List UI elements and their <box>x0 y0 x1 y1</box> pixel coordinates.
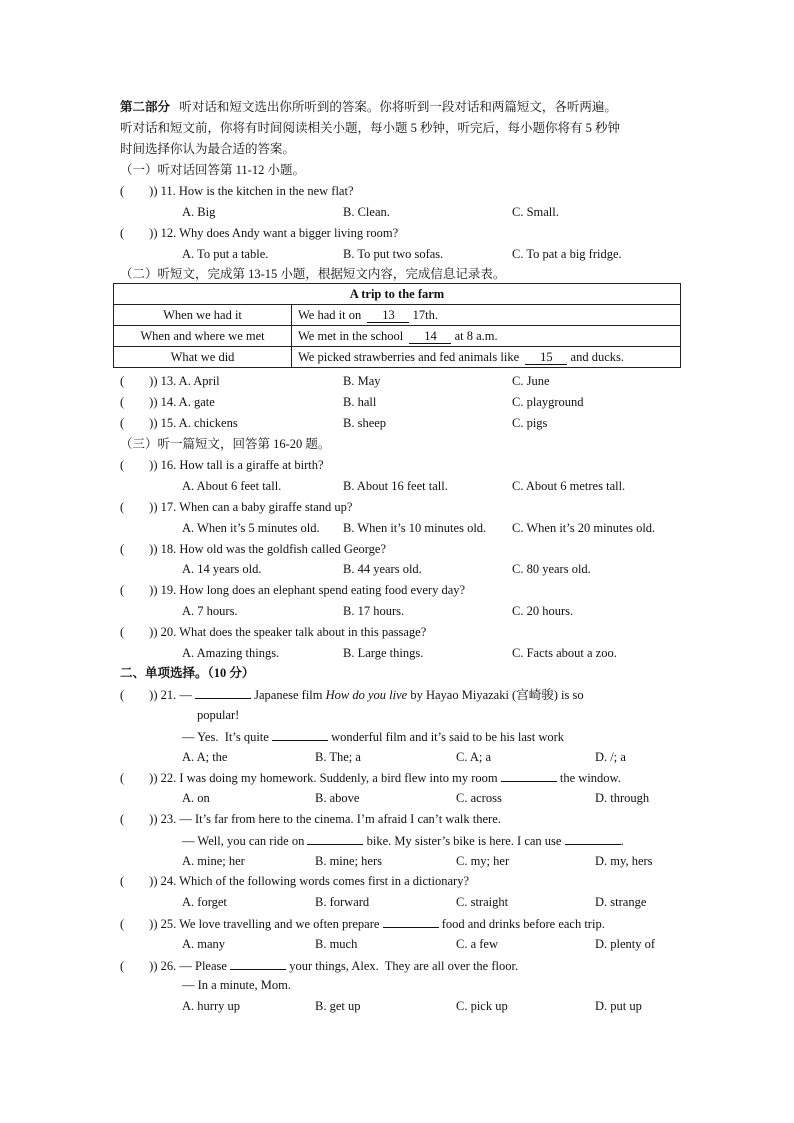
question-text: ) 17. When can a baby giraffe stand up? <box>153 500 353 514</box>
answer-paren: ( ) <box>120 184 154 198</box>
option-c: C. Facts about a zoo. <box>512 646 617 660</box>
question-text: ) 24. Which of the following words comes first in a dictionary? <box>153 874 469 888</box>
option-c: C. pick up <box>456 999 508 1013</box>
row-text: at 8 a.m. <box>451 329 498 343</box>
answer-blank <box>195 686 251 699</box>
answer-paren: ( ) <box>120 583 154 597</box>
option-c: C. my; her <box>456 854 510 868</box>
question-text: ) 11. How is the kitchen in the new flat? <box>153 184 354 198</box>
question-13 <box>120 373 220 389</box>
section-2-heading: （二）听短文，完成第 13-15 小题，根据短文内容，完成信息记录表。 <box>120 267 506 281</box>
option-c: C. 20 hours. <box>512 604 574 618</box>
option-b: B. above <box>315 791 360 805</box>
question-25 <box>120 915 605 932</box>
option-c: C. To pat a big fridge. <box>512 247 622 261</box>
option-b: B. get up <box>315 999 361 1013</box>
section-4-heading: 二、单项选择。（10 分） <box>120 666 255 680</box>
answer-paren: ( ) <box>120 374 154 388</box>
option-b: B. Large things. <box>343 646 424 660</box>
option-a: A. many <box>182 937 226 951</box>
option-c: C. pigs <box>512 416 548 430</box>
question-12 <box>120 225 398 241</box>
option-d: D. strange <box>595 895 647 909</box>
question-17 <box>120 499 352 515</box>
question-22 <box>120 769 621 786</box>
question-26 <box>120 957 518 974</box>
question-text: ) 15. A. chickens <box>153 416 238 430</box>
question-text: food and drinks before each trip. <box>438 917 605 931</box>
option-c: C. a few <box>456 937 498 951</box>
question-24 <box>120 873 469 889</box>
question-text: by Hayao Miyazaki (宫崎骏) is so <box>407 688 584 702</box>
answer-paren: ( ) <box>120 688 154 702</box>
option-c: C. across <box>456 791 502 805</box>
option-a: A. mine; her <box>182 854 245 868</box>
table-row <box>114 305 681 326</box>
option-d: D. through <box>595 791 650 805</box>
answer-paren: ( ) <box>120 395 154 409</box>
reply-text: bike. My sister’s bike is here. I can use <box>363 834 565 848</box>
section-3-heading: （三）听一篇短文，回答第 16-20 题。 <box>120 437 331 451</box>
row-label: When and where we met <box>114 326 292 347</box>
option-d: D. /; a <box>595 750 626 764</box>
option-b: B. May <box>343 374 381 388</box>
reply-text: . <box>620 834 624 848</box>
answer-blank <box>307 832 363 845</box>
question-text: ) 12. Why does Andy want a bigger living room? <box>153 226 399 240</box>
answer-paren: ( ) <box>120 812 154 826</box>
row-text: We met in the school <box>298 329 407 343</box>
answer-paren: ( ) <box>120 416 154 430</box>
row-text: 17th. <box>409 308 438 322</box>
question-16 <box>120 457 324 473</box>
option-b: B. 44 years old. <box>343 562 422 576</box>
option-d: D. plenty of <box>595 937 656 951</box>
option-a: A. About 6 feet tall. <box>182 479 282 493</box>
answer-paren: ( ) <box>120 226 154 240</box>
table-row <box>114 326 681 347</box>
option-b: B. 17 hours. <box>343 604 405 618</box>
blank-13: 13 <box>367 309 409 323</box>
question-text: your things, Alex. They are all over the floor. <box>286 959 519 973</box>
option-c: C. straight <box>456 895 509 909</box>
option-c: C. About 6 metres tall. <box>512 479 626 493</box>
table-title: A trip to the farm <box>114 284 681 305</box>
question-text: ) 16. How tall is a giraffe at birth? <box>153 458 324 472</box>
option-b: B. mine; hers <box>315 854 383 868</box>
blank-14: 14 <box>409 330 451 344</box>
intro-text-1: 听对话和短文选出你所听到的答案。你将听到一段对话和两篇短文，各听两遍。 <box>179 100 617 114</box>
option-c: C. A; a <box>456 750 492 764</box>
question-text: ) 19. How long does an elephant spend eating food every day? <box>153 583 466 597</box>
question-15 <box>120 415 238 431</box>
answer-paren: ( ) <box>120 542 154 556</box>
row-label: When we had it <box>114 305 292 326</box>
question-21 <box>120 686 584 703</box>
question-text: the window. <box>556 771 621 785</box>
option-a: A. forget <box>182 895 227 909</box>
option-a: A. Big <box>182 205 216 219</box>
option-a: A. A; the <box>182 750 228 764</box>
question-text: ) 20. What does the speaker talk about in this passage? <box>153 625 427 639</box>
question-text: ) 25. We love travelling and we often prepare <box>153 917 383 931</box>
reply-text: wonderful film and it’s said to be his last work <box>327 730 565 744</box>
option-b: B. sheep <box>343 416 387 430</box>
answer-paren: ( ) <box>120 874 154 888</box>
question-text: Japanese film <box>251 688 326 702</box>
option-c: C. When it’s 20 minutes old. <box>512 521 656 535</box>
option-a: A. 14 years old. <box>182 562 262 576</box>
answer-paren: ( ) <box>120 771 154 785</box>
reply-text: — Yes. It’s quite <box>182 730 272 744</box>
option-b: B. forward <box>315 895 370 909</box>
question-text: ) 21. — <box>153 688 195 702</box>
question-19 <box>120 582 465 598</box>
row-label: What we did <box>114 347 292 368</box>
row-content <box>292 305 681 326</box>
option-b: B. Clean. <box>343 205 390 219</box>
question-text: ) 14. A. gate <box>153 395 215 409</box>
section-1-heading: （一）听对话回答第 11-12 小题。 <box>120 163 305 177</box>
part-label: 第二部分 <box>120 100 171 114</box>
option-b: B. About 16 feet tall. <box>343 479 448 493</box>
answer-blank <box>501 769 557 782</box>
question-text: ) 26. — Please <box>153 959 231 973</box>
row-text: We picked strawberries and fed animals like <box>298 350 523 364</box>
answer-paren: ( ) <box>120 917 154 931</box>
question-26-reply: — In a minute, Mom. <box>182 978 292 992</box>
question-20 <box>120 624 426 640</box>
answer-paren: ( ) <box>120 959 154 973</box>
row-content <box>292 326 681 347</box>
option-a: A. When it’s 5 minutes old. <box>182 521 320 535</box>
row-content <box>292 347 681 368</box>
question-text: ) 18. How old was the goldfish called George? <box>153 542 387 556</box>
option-d: D. put up <box>595 999 642 1013</box>
answer-paren: ( ) <box>120 458 154 472</box>
answer-paren: ( ) <box>120 625 154 639</box>
question-18 <box>120 541 386 557</box>
reply-text: — Well, you can ride on <box>182 834 308 848</box>
question-21-reply <box>182 728 564 745</box>
option-a: A. hurry up <box>182 999 240 1013</box>
question-23-reply <box>182 832 624 849</box>
answer-paren: ( ) <box>120 500 154 514</box>
answer-blank <box>383 915 439 928</box>
option-a: A. To put a table. <box>182 247 269 261</box>
option-b: B. much <box>315 937 358 951</box>
option-a: A. on <box>182 791 210 805</box>
question-21-cont: popular! <box>197 708 240 722</box>
question-14 <box>120 394 215 410</box>
table-title-row <box>114 284 681 305</box>
table-row <box>114 347 681 368</box>
question-23 <box>120 811 501 827</box>
row-text: and ducks. <box>567 350 624 364</box>
option-b: B. The; a <box>315 750 361 764</box>
answer-blank <box>565 832 621 845</box>
option-b: B. When it’s 10 minutes old. <box>343 521 487 535</box>
option-b: B. hall <box>343 395 377 409</box>
option-c: C. Small. <box>512 205 559 219</box>
trip-record-table <box>113 283 681 368</box>
option-c: C. June <box>512 374 550 388</box>
intro-line-3: 时间选择你认为最合适的答案。 <box>120 142 296 156</box>
question-11 <box>120 183 354 199</box>
option-d: D. my, hers <box>595 854 653 868</box>
option-c: C. playground <box>512 395 584 409</box>
answer-blank <box>230 957 286 970</box>
question-text: ) 13. A. April <box>153 374 220 388</box>
question-text: ) 23. — It’s far from here to the cinema. I’m afraid I can’t walk there. <box>153 812 501 826</box>
row-text: We had it on <box>298 308 365 322</box>
option-b: B. To put two sofas. <box>343 247 444 261</box>
option-a: A. 7 hours. <box>182 604 238 618</box>
option-a: A. Amazing things. <box>182 646 280 660</box>
option-c: C. 80 years old. <box>512 562 591 576</box>
film-title: How do you live <box>325 688 408 702</box>
blank-15: 15 <box>525 351 567 365</box>
intro-line-1 <box>120 99 617 115</box>
question-text: ) 22. I was doing my homework. Suddenly, a bird flew into my room <box>153 771 501 785</box>
intro-line-2: 听对话和短文前，你将有时间阅读相关小题，每小题 5 秒钟，听完后，每小题你将有 5 秒钟 <box>120 121 621 135</box>
answer-blank <box>272 728 328 741</box>
